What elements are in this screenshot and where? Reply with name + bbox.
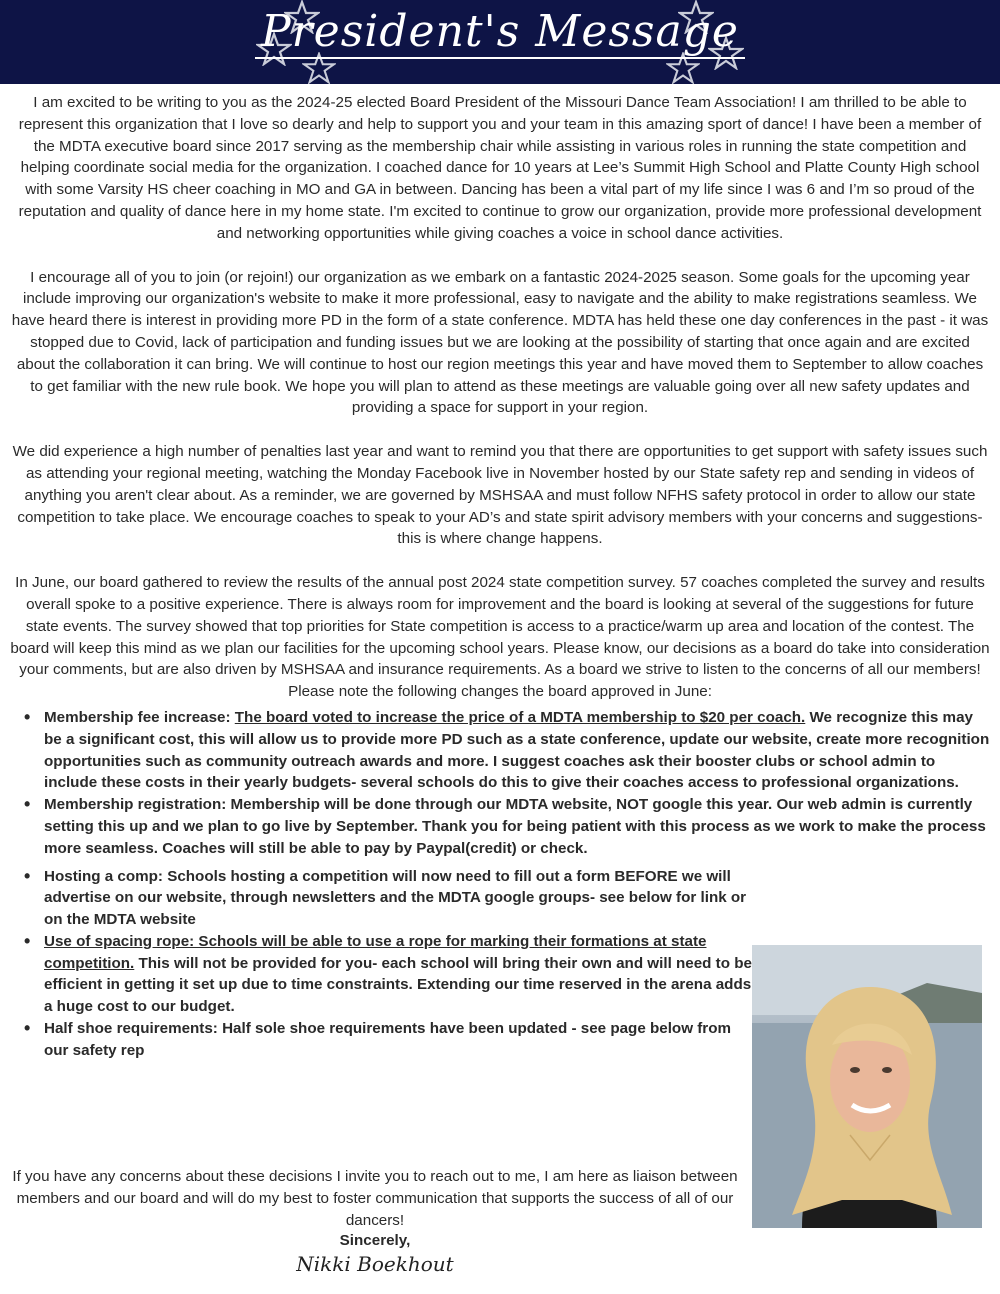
paragraph-survey: In June, our board gathered to review the results of the annual post 2024 state competition survey. 57 coaches completed the survey and results overall spoke to a positive experience. There is always room for improvement and the board is looking at several of the suggestions for future state events. The survey showed that top priorities for State competition is access to a practice/warm up area and location of the contest. The board will keep this mind as we plan our facilities for the upcoming school years. Please know, our decisions as a board do take into consideration your comments, but are also driven by MSHSAA and insurance requirements. As a board we strive to listen to the concerns of all our members! Please note the following changes the board approved in June: xyxy=(10,574,990,701)
list-item: • Half shoe requirements: Half sole shoe requirements have been updated - see page below from our safety rep xyxy=(10,1018,756,1062)
paragraph-safety: We did experience a high number of penalties last year and want to remind you that there are opportunities to get support with safety issues such as attending your regional meeting, watching the Monday Facebook live in November hosted by our State safety rep and sending in videos of anything you aren't clear about. As a reminder, we are governed by MSHSAA and must follow NFHS safety protocol in order to allow our state competition to take place. We encourage coaches to speak to your AD’s and state spirit advisory members with your concerns and suggestions- this is where change happens. xyxy=(12,443,988,548)
page-title: President's Message xyxy=(0,6,1000,57)
closing-paragraph: If you have any concerns about these decisions I invite you to reach out to me, I am here as liaison between members and our board and will do my best to foster communication that supports the success of all of our dancers! xyxy=(12,1168,738,1229)
list-item: • Hosting a comp: Schools hosting a competition will now need to fill out a form BEFORE we will advertise on our website, through newsletters and the MDTA google groups- see below for link or on the MDTA website xyxy=(10,866,756,931)
paragraph-intro: I am excited to be writing to you as the 2024-25 elected Board President of the Missouri Dance Team Association! I am thrilled to be able to represent this organization that I love so dearly and help to support you and your team in this amazing sport of dance! I have been a member of the MDTA executive board since 2017 serving as the membership chair while assisting in various roles in running the state competition and helping coordinate social media for the organization. I coached dance for 10 years at Lee’s Summit High School and Platte County High school with some Varsity HS cheer coaching in MO and GA in between. Dancing has been a vital part of my life since I was 6 and I’m so proud of the reputation and quality of dance here in my home state. I'm excited to continue to grow our organization, provide more professional development and networking opportunities while giving coaches a voice in school dance activities. xyxy=(18,94,982,242)
signature: Nikki Boekhout xyxy=(296,1252,454,1276)
list-item: • Use of spacing rope: Schools will be able to use a rope for marking their formations at state competition. This will not be provided for you- each school will bring their own and will need to be efficient in getting it set up due to time constraints. Extending our time reserved in the arena adds a huge cost to our budget. xyxy=(10,931,756,1018)
president-photo xyxy=(752,945,982,1228)
sign-off: Sincerely, xyxy=(339,1232,411,1249)
list-item: • Membership fee increase: The board voted to increase the price of a MDTA membership to $20 per coach. We recognize this may be a significant cost, this will allow us to provide more PD such as a state conference, update our website, create more recognition opportunities such as community outreach awards and more. I suggest coaches ask their booster clubs or school admin to include these costs in their yearly budgets- several schools do this to give their coaches access to professional organizations. xyxy=(10,707,990,794)
header-banner xyxy=(0,0,1000,84)
message-body xyxy=(10,92,990,1062)
portrait-image xyxy=(752,945,982,1228)
changes-list xyxy=(10,707,990,860)
paragraph-goals: I encourage all of you to join (or rejoin!) our organization as we embark on a fantastic 2024-2025 season. Some goals for the upcoming year include improving our organization's website to make it more professional, easy to navigate and the ability to make registrations seamless. We have heard there is interest in providing more PD in the form of a state conference. MDTA has held these one day conferences in the past - it was stopped due to Covid, lack of participation and funding issues but we are looking at the possibility of starting that once again and are excited about the collaboration it can bring. We will continue to host our region meetings this year and have moved them to September to allow coaches to get familiar with the new rule book. We hope you will plan to attend as these meetings are valuable going over all new safety updates and providing a space for support in your region. xyxy=(11,268,989,417)
list-item: • Membership registration: Membership will be done through our MDTA website, NOT google this year. Our web admin is currently setting this up and we plan to go live by September. Thank you for being patient with this process as we work to make the process more seamless. Coaches will still be able to pay by Paypal(credit) or check. xyxy=(10,794,990,859)
